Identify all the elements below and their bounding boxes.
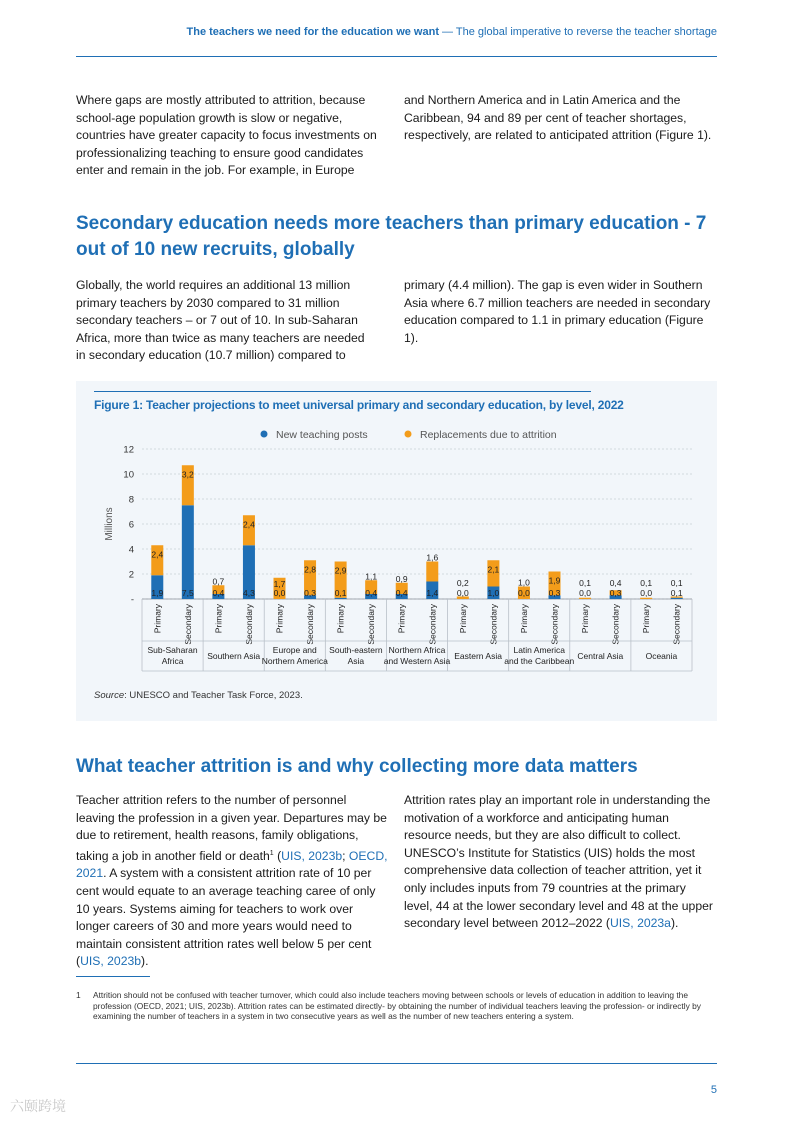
data-label-replacements: 2,8 — [304, 564, 316, 575]
data-label-new-posts: 0,1 — [334, 588, 347, 598]
header-title-rest: — The global imperative to reverse the teacher shortage — [438, 26, 717, 38]
section-heading-attrition: What teacher attrition is and why collecting more data matters — [76, 756, 638, 777]
data-label-new-posts: 0,4 — [395, 588, 408, 598]
attrition-data-text: Attrition rates play an important role in understanding the motivation of a workforce and anticipating human resource needs, but they are also difficult to collect. UNESCO’s Institute for Statistics (UIS) holds the most comprehensive data collection of teacher attrition, yet it only includes inputs from 79 countries at the primary level, 44 at the lower secondary level and 48 at the upper secondary level between 2012–2022 ( — [404, 793, 713, 931]
level-tick-label: Primary — [580, 604, 591, 634]
group-label: Northern America — [261, 656, 328, 666]
data-label-new-posts: 0,0 — [640, 588, 653, 598]
source-label: Source — [94, 690, 125, 701]
level-tick-label: Secondary — [427, 604, 438, 645]
level-tick-label: Primary — [457, 604, 468, 634]
data-label-replacements: 2,1 — [487, 564, 500, 575]
section2-left-column: Teacher attrition refers to the number of personnel leaving the profession in a given year. Departures may be due to retirement, health reasons, family obligations, taking a job in another field or death$^1$ (UIS, 2023b; OECD, 2021. A system with a consistent attrition rate of 10 per cent would equate to an average teaching caree of only 10 years. Systems aiming for teachers to work over longer careers of 30 and more years would need to maintain consistent attrition rates well below 5 per cent (UIS, 2023b). — [76, 793, 388, 969]
level-tick-label: Secondary — [366, 604, 377, 645]
data-label-replacements: 0,1 — [579, 578, 591, 588]
level-tick-label: Primary — [641, 604, 652, 634]
footnote-number: 1 — [76, 990, 81, 1000]
section1-right-column: primary (4.4 million). The gap is even wider in Southern Asia where 6.7 million teachers are needed in secondary education compared to 1.1 in primary education (Figure 1). — [404, 278, 711, 345]
running-header — [187, 26, 717, 38]
attrition-definition-text: Teacher attrition refers to the number of personnel leaving the profession in a given year. Departures may be due to retirement, health reasons, family obligations, taking a job in another field or death — [76, 793, 387, 863]
intro-left-column: Where gaps are mostly attributed to attrition, because school-age population growth is slow or negative, countries have greater capacity to focus investments on professionalizing teaching to ensure good candidates enter and remain in the job. For example, in Europe — [76, 93, 377, 178]
data-label-new-posts: 7,5 — [181, 588, 194, 598]
level-tick-label: Secondary — [182, 604, 193, 645]
level-tick-label: Primary — [518, 604, 529, 634]
data-label-replacements: 0,4 — [609, 578, 622, 588]
citation-link-uis-2023b-2[interactable]: UIS, 2023b — [80, 954, 142, 969]
group-label: Oceania — [645, 651, 678, 661]
data-label-new-posts: 0,4 — [365, 588, 378, 598]
level-tick-label: Secondary — [488, 604, 499, 645]
group-label: South-eastern — [329, 645, 383, 655]
closing-paren-2: ). — [670, 916, 679, 931]
data-label-new-posts: 0,3 — [609, 588, 622, 598]
y-tick-label: 10 — [123, 469, 134, 481]
level-tick-label: Primary — [335, 604, 346, 634]
level-tick-label: Secondary — [243, 604, 254, 645]
closing-paren: ). — [141, 954, 149, 969]
data-label-new-posts: 0,0 — [579, 588, 591, 598]
header-rule — [76, 56, 717, 57]
group-label: Africa — [161, 656, 184, 666]
watermark-logo: 六颐跨境 — [10, 1098, 66, 1114]
data-label-replacements: 3,2 — [181, 469, 194, 480]
level-tick-label: Secondary — [610, 604, 621, 645]
data-label-replacements: 2,9 — [334, 565, 347, 576]
figure-source — [94, 690, 303, 701]
data-label-new-posts: 0,0 — [456, 588, 469, 598]
data-label-new-posts: 4,3 — [243, 588, 255, 598]
level-tick-label: Secondary — [305, 604, 316, 645]
group-label: Central Asia — [577, 651, 624, 661]
footnote-text: Attrition should not be confused with teacher turnover, which could also include teachers moving between schools or levels of education in addition to leaving the profession (OECD, 2021; UIS, 2023b). Attrition rates can be estimated directly- by obtaining the number of individual teachers leaving the profession- or indirectly by examining the number of teachers in a system in two consecutive years as well as the number of new teachers entering a system. — [93, 990, 701, 1022]
data-label-replacements: 1,1 — [365, 571, 378, 582]
level-tick-label: Secondary — [671, 604, 682, 645]
intro-right-column: and Northern America and in Latin America and the Caribbean, 94 and 89 per cent of teacher shortages, respectively, are related to anticipated attrition (Figure 1). — [404, 93, 712, 143]
data-label-new-posts: 0,3 — [548, 588, 561, 598]
section-heading-secondary: Secondary education needs more teachers than primary education - 7 out of 10 new recruits, globally — [76, 213, 707, 260]
level-tick-label: Primary — [213, 604, 224, 634]
figure-title: Figure 1: Teacher projections to meet universal primary and secondary education, by level, 2022 — [94, 398, 624, 412]
attrition-rate-text: . A system with a consistent attrition rate of 10 per cent would equate to an average teaching caree of only 10 years. Systems aiming for teachers to work over longer careers of 30 and more years would need to maintain consistent attrition rates well below 5 per cent ( — [76, 866, 376, 969]
citation-link-uis-2023a[interactable]: UIS, 2023a — [609, 916, 671, 931]
legend-marker — [261, 431, 268, 438]
data-label-replacements: 0,7 — [212, 576, 225, 587]
data-label-new-posts: 0,0 — [518, 588, 530, 598]
footnote-reference[interactable]: 1 — [269, 849, 274, 857]
y-tick-label: 2 — [128, 569, 134, 581]
figure-title-rule — [94, 391, 591, 392]
data-label-replacements: 0,1 — [670, 578, 683, 588]
data-label-replacements: 0,2 — [456, 578, 469, 588]
section2-right-column — [404, 792, 716, 933]
citation-link-uis-2023b[interactable]: UIS, 2023b — [281, 848, 343, 863]
data-label-new-posts: 0,0 — [273, 588, 286, 598]
level-tick-label: Primary — [274, 604, 285, 634]
level-tick-label: Secondary — [549, 604, 560, 645]
bar-new-posts — [182, 505, 194, 599]
page-number: 5 — [710, 1084, 717, 1096]
header-title-bold: The teachers we need for the education we want — [186, 26, 439, 38]
footnote-rule — [76, 976, 150, 977]
group-label: Sub-Saharan — [147, 645, 198, 655]
citation-separator: ; — [342, 848, 349, 863]
legend-entry: New teaching posts — [276, 429, 368, 441]
data-label-new-posts: 0,4 — [212, 588, 225, 598]
data-label-replacements: 1,6 — [426, 552, 439, 563]
data-label-new-posts: 0,1 — [670, 588, 683, 598]
level-tick-label: Primary — [396, 604, 407, 634]
y-tick-label: 4 — [128, 544, 134, 556]
group-label: Asia — [347, 656, 365, 666]
legend-entry: Replacements due to attrition — [420, 429, 557, 441]
y-tick-label: 12 — [123, 444, 134, 456]
legend-marker — [405, 431, 412, 438]
data-label-replacements: 2,4 — [243, 519, 255, 530]
group-label: and Western Asia — [383, 656, 451, 666]
y-tick-label: - — [130, 594, 134, 606]
data-label-new-posts: 1,0 — [487, 588, 500, 598]
data-label-replacements: 0,9 — [395, 573, 408, 584]
data-label-new-posts: 1,4 — [426, 588, 439, 598]
bar-replacements — [426, 562, 438, 582]
level-tick-label: Primary — [152, 604, 163, 634]
data-label-new-posts: 1,9 — [151, 588, 164, 598]
teacher-projections-chart — [94, 420, 704, 680]
y-tick-label: 6 — [128, 519, 134, 531]
group-label: Northern Africa — [388, 645, 446, 655]
source-text: : UNESCO and Teacher Task Force, 2023. — [124, 690, 303, 701]
footnote — [76, 990, 716, 1022]
group-label: Europe and — [272, 645, 317, 655]
data-label-replacements: 1,7 — [273, 579, 286, 589]
section1-left-column: Globally, the world requires an additional 13 million primary teachers by 2030 compared to 31 million secondary teachers – or 7 out of 10. In sub-Saharan Africa, more than twice as many teachers are needed in secondary education (10.7 million) compared to — [76, 278, 365, 363]
data-label-replacements: 2,4 — [151, 549, 164, 560]
footer-rule — [76, 1063, 717, 1064]
y-tick-label: 8 — [128, 494, 134, 506]
group-label: Latin America — [513, 645, 565, 655]
y-axis-label: Millions — [104, 507, 115, 541]
group-label: Southern Asia — [207, 651, 261, 661]
group-label: and the Caribbean — [504, 656, 575, 666]
data-label-replacements: 1,0 — [518, 577, 530, 588]
group-label: Eastern Asia — [454, 651, 502, 661]
citation-link-oecd-2021[interactable]: OECD, 2021 — [76, 848, 388, 881]
data-label-replacements: 0,1 — [640, 578, 653, 588]
data-label-new-posts: 0,3 — [304, 588, 316, 598]
data-label-replacements: 1,9 — [548, 575, 561, 586]
